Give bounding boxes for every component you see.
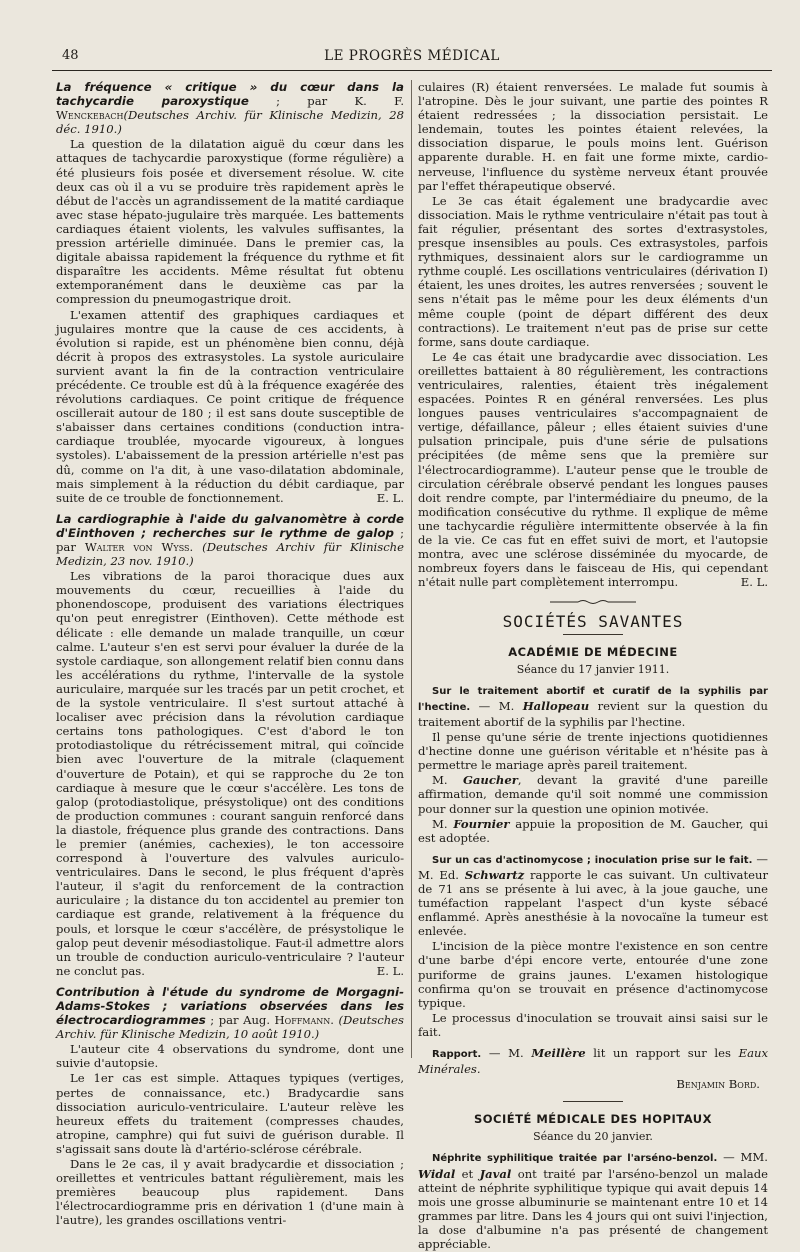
paragraph: M. Fournier appuie la proposition de M. Gaucher, qui est adoptée.	[418, 816, 768, 845]
right-column	[418, 80, 768, 1252]
article-title: Contribution à l'étude du syndrome de Morgagni-Adams-Stokes ; variations observées dans les électrocardiogrammes	[56, 984, 404, 1028]
article-author: Hoffmann.	[274, 1013, 334, 1028]
speaker-name: Widal	[418, 1166, 456, 1181]
article-source: (Deutsches Archiv für Klinische Medizin, 23 nov. 1910.)	[56, 540, 405, 569]
article-author: Walter von Wyss.	[84, 540, 194, 554]
ornament-icon	[548, 598, 638, 606]
signoff: Benjamin Bord.	[676, 1077, 760, 1092]
paragraph: Le 1er cas est simple. Attaques typiques (vertiges, pertes de connaissance, etc.) Bradycardie sans dissociation auriculo-ventriculaire. L'auteur relève les heureux effets du traitement (compresses chaudes, atropine, camphre) qui fut suivi de guérison durable. Il s'agissait sans doute là d'artério-sclérose cérébrale.	[56, 1071, 404, 1156]
short-rule	[563, 634, 623, 635]
speaker-name: Gaucher	[463, 773, 518, 788]
report-paragraph: Sur le traitement abortif et curatif de la syphilis par l'hectine. — M. Hallopeau revient sur la question du traitement abortif de la syphilis par l'hectine.	[418, 685, 768, 729]
section-academie	[418, 645, 768, 1092]
article-source: (Deutsches Archiv. für Klinische Medizin, 28 déc. 1910.)	[56, 108, 404, 137]
ornament-divider	[418, 595, 768, 609]
short-rule	[563, 1101, 623, 1102]
article-hoffmann: Contribution à l'étude du syndrome de Morgagni-Adams-Stokes ; variations observées dans les électrocardiogrammes ; par Aug. Hoffmann. (Deutsches Archiv. für Klinische Medizin, 10 août 1910.) L'auteur cite 4 observations du syndrome, dont une suivie d'autopsie. Le 1er cas est simple. Attaques typiques (vertiges, pertes de connaissance, etc.) Bradycardie sans dissociation auriculo-ventriculaire. L'auteur relève les heureux effets du traitement (compresses chaudes, atropine, camphre) qui fut suivi de guérison durable. Il s'agissait sans doute là d'artério-sclérose cérébrale. Dans le 2e cas, il y avait bradycardie et dissociation ; oreillettes et ventricules battant régulièrement, mais les premières beaucoup plus rapidement. Dans l'électrocardiogramme pris en dérivation 1 (d'une main à l'autre), les grandes oscillations ventri-	[56, 984, 404, 1228]
column-divider	[411, 80, 412, 1058]
speaker-name: Fournier	[453, 816, 510, 831]
section-title: SOCIÉTÉS SAVANTES	[502, 612, 684, 632]
speaker-name: Schwartz	[464, 867, 525, 882]
article-title: La fréquence « critique » du cœur dans la tachycardie paroxystique	[56, 80, 404, 109]
article-wenckebach: La fréquence « critique » du cœur dans la tachycardie paroxystique ; par K. F. Wenckebach(Deutsches Archiv. für Klinische Medizin, 28 déc. 1910.) La question de la dilatation aiguë du cœur dans les attaques de tachycardie paroxystique (forme régulière) a été plusieurs fois posée et diversement résolue. W. cite deux cas où il a vu se produire très rapidement après le début de l'accès un agrandissement de la matité cardiaque avec stase hépato-jugulaire très marquée. Les battements cardiaques étaient violents, les valvules suffisantes, la pression artérielle diminuée. Dans le premier cas, la digitale abaissa rapidement la fréquence du rythme et fit disparaître les accidents. Même résultat fut obtenu extemporanément dans le deuxième cas par la compression du pneumogastrique droit. L'examen attentif des graphiques cardiaques et jugulaires montre que la cause de ces accidents, à évolution si rapide, est un phénomène bien connu, déjà décrit à propos des extrasystoles. La systole auriculaire survient avant la fin de la contraction ventriculaire précédente. Ce trouble est dû à la fréquence exagérée des révolutions cardiaques. Ce point critique de fréquence oscillerait autour de 180 ; il est sans doute susceptible de s'abaisser dans certaines conditions (conduction intra-cardiaque troublée, myocarde vigoureux, à longues systoles). L'abaissement de la pression artérielle n'est pas dû, comme on l'a dit, à une vaso-dilatation abdominale, mais simplement à la réduction du débit cardiaque, par suite de ce trouble de fonctionnement. E. L.	[56, 80, 404, 505]
subsection-title: SOCIÉTÉ MÉDICALE DES HOPITAUX	[474, 1112, 712, 1127]
paragraph: Il pense qu'une série de trente injections quotidiennes d'hectine donne une guérison véritable et n'hésite pas à permettre le mariage après pareil traitement.	[418, 730, 768, 773]
page-number: 48	[62, 48, 79, 63]
article-author: K. F. Wenckebach	[56, 94, 404, 123]
paragraph: Les vibrations de la paroi thoracique dues aux mouvements du cœur, recueillies à l'aide du phonendoscope, produisent des variations électriques qu'on peut enregistrer (Einthoven). Cette méthode est délicate : elle demande un malade tranquille, un cœur calme. L'auteur s'en est servi pour évaluer la durée de la systole cardiaque, son allongement relatif bien connu dans les accélérations du rythme, l'intervalle de la systole auriculaire, marquée sur les tracés par un petit crochet, et de la systole ventriculaire. Il s'est surtout attaché à localiser avec précision dans la révolution cardiaque certains tons pathologiques. C'est d'abord le ton protodiastolique du rétrécissement mitral, qui coïncide bien avec l'ouverture de la mitrale (claquement d'ouverture de Potain), et qui se rapproche du 2e ton cardiaque à mesure que le cœur s'accélère. Les tons de galop (protodiastolique, présystolique) ont des conditions de production communes : courant sanguin renforcé dans la diastole, fréquence plus grande des contractions. Dans le premier (anémies, cachexies), le ton accessoire correspond à l'ouverture des valvules auriculo-ventriculaires. Dans le second, le plus fréquent d'après l'auteur, il s'agit du renforcement de la contraction auriculaire ; la distance du ton accidentel au premier ton cardiaque est grande, relativement à la fréquence du pouls, et lorsque le cœur s'accélère, de présystolique le galop peut devenir mésodiastolique. Faut-il admettre alors un trouble de conduction auriculo-ventriculaire ? l'auteur ne conclut pas. E. L.	[56, 569, 404, 978]
signoff: E. L.	[376, 490, 404, 505]
report-paragraph: Sur un cas d'actinomycose ; inoculation prise sur le fait. — M. Ed. Schwartz rapporte le cas suivant. Un cultivateur de 71 ans se présente à lui avec, à la joue gauche, une tuméfaction rappelant l'aspect d'un kyste sébacé enflammé. Après anesthésie à la novocaïne la tumeur est enlevée.	[418, 851, 768, 939]
article-title: La cardiographie à l'aide du galvanomètre à corde d'Einthoven ; recherches sur le rythme de galop	[56, 511, 404, 540]
subsection-title: ACADÉMIE DE MÉDECINE	[508, 644, 678, 659]
report-paragraph: Néphrite syphilitique traitée par l'arséno-benzol. — MM. Widal et Javal ont traité par l'arséno-benzol un malade atteint de néphrite syphilitique typique qui avait depuis 14 mois une grosse albuminurie se maintenant entre 10 et 14 grammes par litre. Dans les 4 jours qui ont suivi l'injection, la dose d'albumine n'a pas présenté de changement appréciable.	[418, 1150, 768, 1252]
report-rubric: Rapport.	[432, 1049, 482, 1060]
speaker-name: Hallopeau	[522, 698, 590, 713]
signoff: E. L.	[376, 963, 404, 978]
report-rubric: Néphrite syphilitique traitée par l'arséno-benzol.	[432, 1153, 718, 1165]
report-title: Eaux Minérales.	[418, 1046, 768, 1077]
section-hopitaux	[418, 1112, 768, 1251]
paragraph: culaires (R) étaient renversées. Le malade fut soumis à l'atropine. Dès le jour suivant, une partie des pointes R étaient redressées ; la dissociation persistait. Le lendemain, toutes les pointes étaient relevées, la dissociation disparue, le pouls moins lent. Guérison apparente durable. H. en fait une forme mixte, cardio-nerveuse, l'influence du système nerveux étant prouvée par l'effet thérapeutique observé.	[418, 80, 768, 193]
paragraph: Le processus d'inoculation se trouvait ainsi saisi sur le fait.	[418, 1010, 768, 1039]
paragraph: Dans le 2e cas, il y avait bradycardie et dissociation ; oreillettes et ventricules battant régulièrement, mais les premières beaucoup plus rapidement. Dans l'électrocardiogramme pris en dérivation 1 (d'une main à l'autre), les grandes oscillations ventri-	[56, 1157, 404, 1228]
paragraph: M. Gaucher, devant la gravité d'une pareille affirmation, demande qu'il soit nommé une commission pour donner sur la question une opinion motivée.	[418, 773, 768, 816]
paragraph: Le 4e cas était une bradycardie avec dissociation. Les oreillettes battaient à 80 régulièrement, les contractions ventriculaires, ralenties, étaient très inégalement espacées. Pointes R en général renversées. Les plus longues pauses ventriculaires s'accompagnaient de vertige, défaillance, pâleur ; elles étaient suivies d'une pulsation principale, puis d'une série de pulsations précipitées (de même sens que la première sur l'électrocardiogramme). L'auteur pense que le trouble de circulation cérébrale observé pendant les longues pauses doit rendre compte, par l'intermédiaire du pneumo, de la modification consécutive du rythme. Il explique de même une tachycardie régulière intermittente observée à la fin de la vie. Ce cas fut en effet suivi de mort, et l'autopsie montra, avec une sclérose disséminée du myocarde, de nombreux foyers dans le faisceau de His, qui cependant n'était nulle part complètement interrompu. E. L.	[418, 349, 768, 590]
paragraph: L'incision de la pièce montre l'existence en son centre d'une barbe d'épi encore verte, entourée d'une zone puriforme de grains jaunes. L'examen histologique confirma qu'on se trouvait en présence d'actinomycose typique.	[418, 939, 768, 1010]
paragraph: L'auteur cite 4 observations du syndrome, dont une suivie d'autopsie.	[56, 1042, 404, 1071]
speaker-name: Meillère	[531, 1046, 586, 1060]
session-date: Séance du 20 janvier.	[533, 1130, 653, 1144]
running-head: LE PROGRÈS MÉDICAL	[324, 48, 500, 64]
signoff: E. L.	[740, 575, 768, 590]
session-date: Séance du 17 janvier 1911.	[516, 662, 670, 676]
report-paragraph: Rapport. — M. Meillère lit un rapport sur les Eaux Minérales.	[418, 1046, 768, 1077]
speaker-name: Javal	[479, 1166, 512, 1181]
paragraph: L'examen attentif des graphiques cardiaques et jugulaires montre que la cause de ces accidents, à évolution si rapide, est un phénomène bien connu, déjà décrit à propos des extrasystoles. La systole auriculaire survient avant la fin de la contraction ventriculaire précédente. Ce trouble est dû à la fréquence exagérée des révolutions cardiaques. Ce point critique de fréquence oscillerait autour de 180 ; il est sans doute susceptible de s'abaisser dans certaines conditions (conduction intra-cardiaque troublée, myocarde vigoureux, à longues systoles). L'abaissement de la pression artérielle n'est pas dû, comme on l'a dit, à une vaso-dilatation abdominale, mais simplement à la réduction du débit cardiaque, par suite de ce trouble de fonctionnement. E. L.	[56, 307, 404, 505]
paragraph: La question de la dilatation aiguë du cœur dans les attaques de tachycardie paroxystique (forme régulière) a été plusieurs fois posée et diversement résolue. W. cite deux cas où il a vu se produire très rapidement après le début de l'accès un agrandissement de la matité cardiaque avec stase hépato-jugulaire très marquée. Les battements cardiaques étaient violents, les valvules suffisantes, la pression artérielle diminuée. Dans le premier cas, la digitale abaissa rapidement la fréquence du rythme et fit disparaître les accidents. Même résultat fut obtenu extemporanément dans le deuxième cas par la compression du pneumogastrique droit.	[56, 137, 404, 307]
paragraph: Le 3e cas était également une bradycardie avec dissociation. Mais le rythme ventriculaire n'était pas tout à fait régulier, présentant des sortes d'extrasystoles, presque insensibles au pouls. Ces extrasystoles, parfois rythmiques, dessinaient alors sur le cardiogramme un rythme couplé. Les oscillations ventriculaires (dérivation I) étaient, les unes droites, les autres renversées ; souvent le sens n'était pas le même pour les deux éléments d'un même couple (point de départ différent des deux contractions). Le traitement n'eut pas de prise sur cette forme, sans doute cardiaque.	[418, 193, 768, 349]
page-header	[52, 48, 772, 71]
report-rubric: Sur le traitement abortif et curatif de la syphilis par l'hectine.	[418, 685, 768, 713]
left-column	[56, 80, 404, 1229]
article-von-wyss: La cardiographie à l'aide du galvanomètre à corde d'Einthoven ; recherches sur le rythme de galop ; par Walter von Wyss. (Deutsches Archiv für Klinische Medizin, 23 nov. 1910.) Les vibrations de la paroi thoracique dues aux mouvements du cœur, recueillies à l'aide du phonendoscope, produisent des variations électriques qu'on peut enregistrer (Einthoven). Cette méthode est délicate : elle demande un malade tranquille, un cœur calme. L'auteur s'en est servi pour évaluer la durée de la systole cardiaque, son allongement relatif bien connu dans les accélérations du rythme, l'intervalle de la systole auriculaire, marquée sur les tracés par un petit crochet, et de la systole ventriculaire. Il s'est surtout attaché à localiser avec précision dans la révolution cardiaque certains tons pathologiques. C'est d'abord le ton protodiastolique du rétrécissement mitral, qui coïncide bien avec l'ouverture de la mitrale (claquement d'ouverture de Potain), et qui se rapproche du 2e ton cardiaque à mesure que le cœur s'accélère. Les tons de galop (protodiastolique, présystolique) ont des conditions de production communes : courant sanguin renforcé dans la diastole, fréquence plus grande des contractions. Dans le premier (anémies, cachexies), le ton accessoire correspond à l'ouverture des valvules auriculo-ventriculaires. Dans le second, le plus fréquent d'après l'auteur, il s'agit du renforcement de la contraction auriculaire ; la distance du ton accidentel au premier ton cardiaque est grande, relativement à la fréquence du pouls, et lorsque le cœur s'accélère, de présystolique le galop peut devenir mésodiastolique. Faut-il admettre alors un trouble de conduction auriculo-ventriculaire ? l'auteur ne conclut pas. E. L.	[56, 511, 405, 978]
article-source: (Deutsches Archiv. für Klinische Medizin, 10 août 1910.)	[56, 1013, 404, 1042]
report-rubric: Sur un cas d'actinomycose ; inoculation prise sur le fait.	[432, 854, 753, 866]
